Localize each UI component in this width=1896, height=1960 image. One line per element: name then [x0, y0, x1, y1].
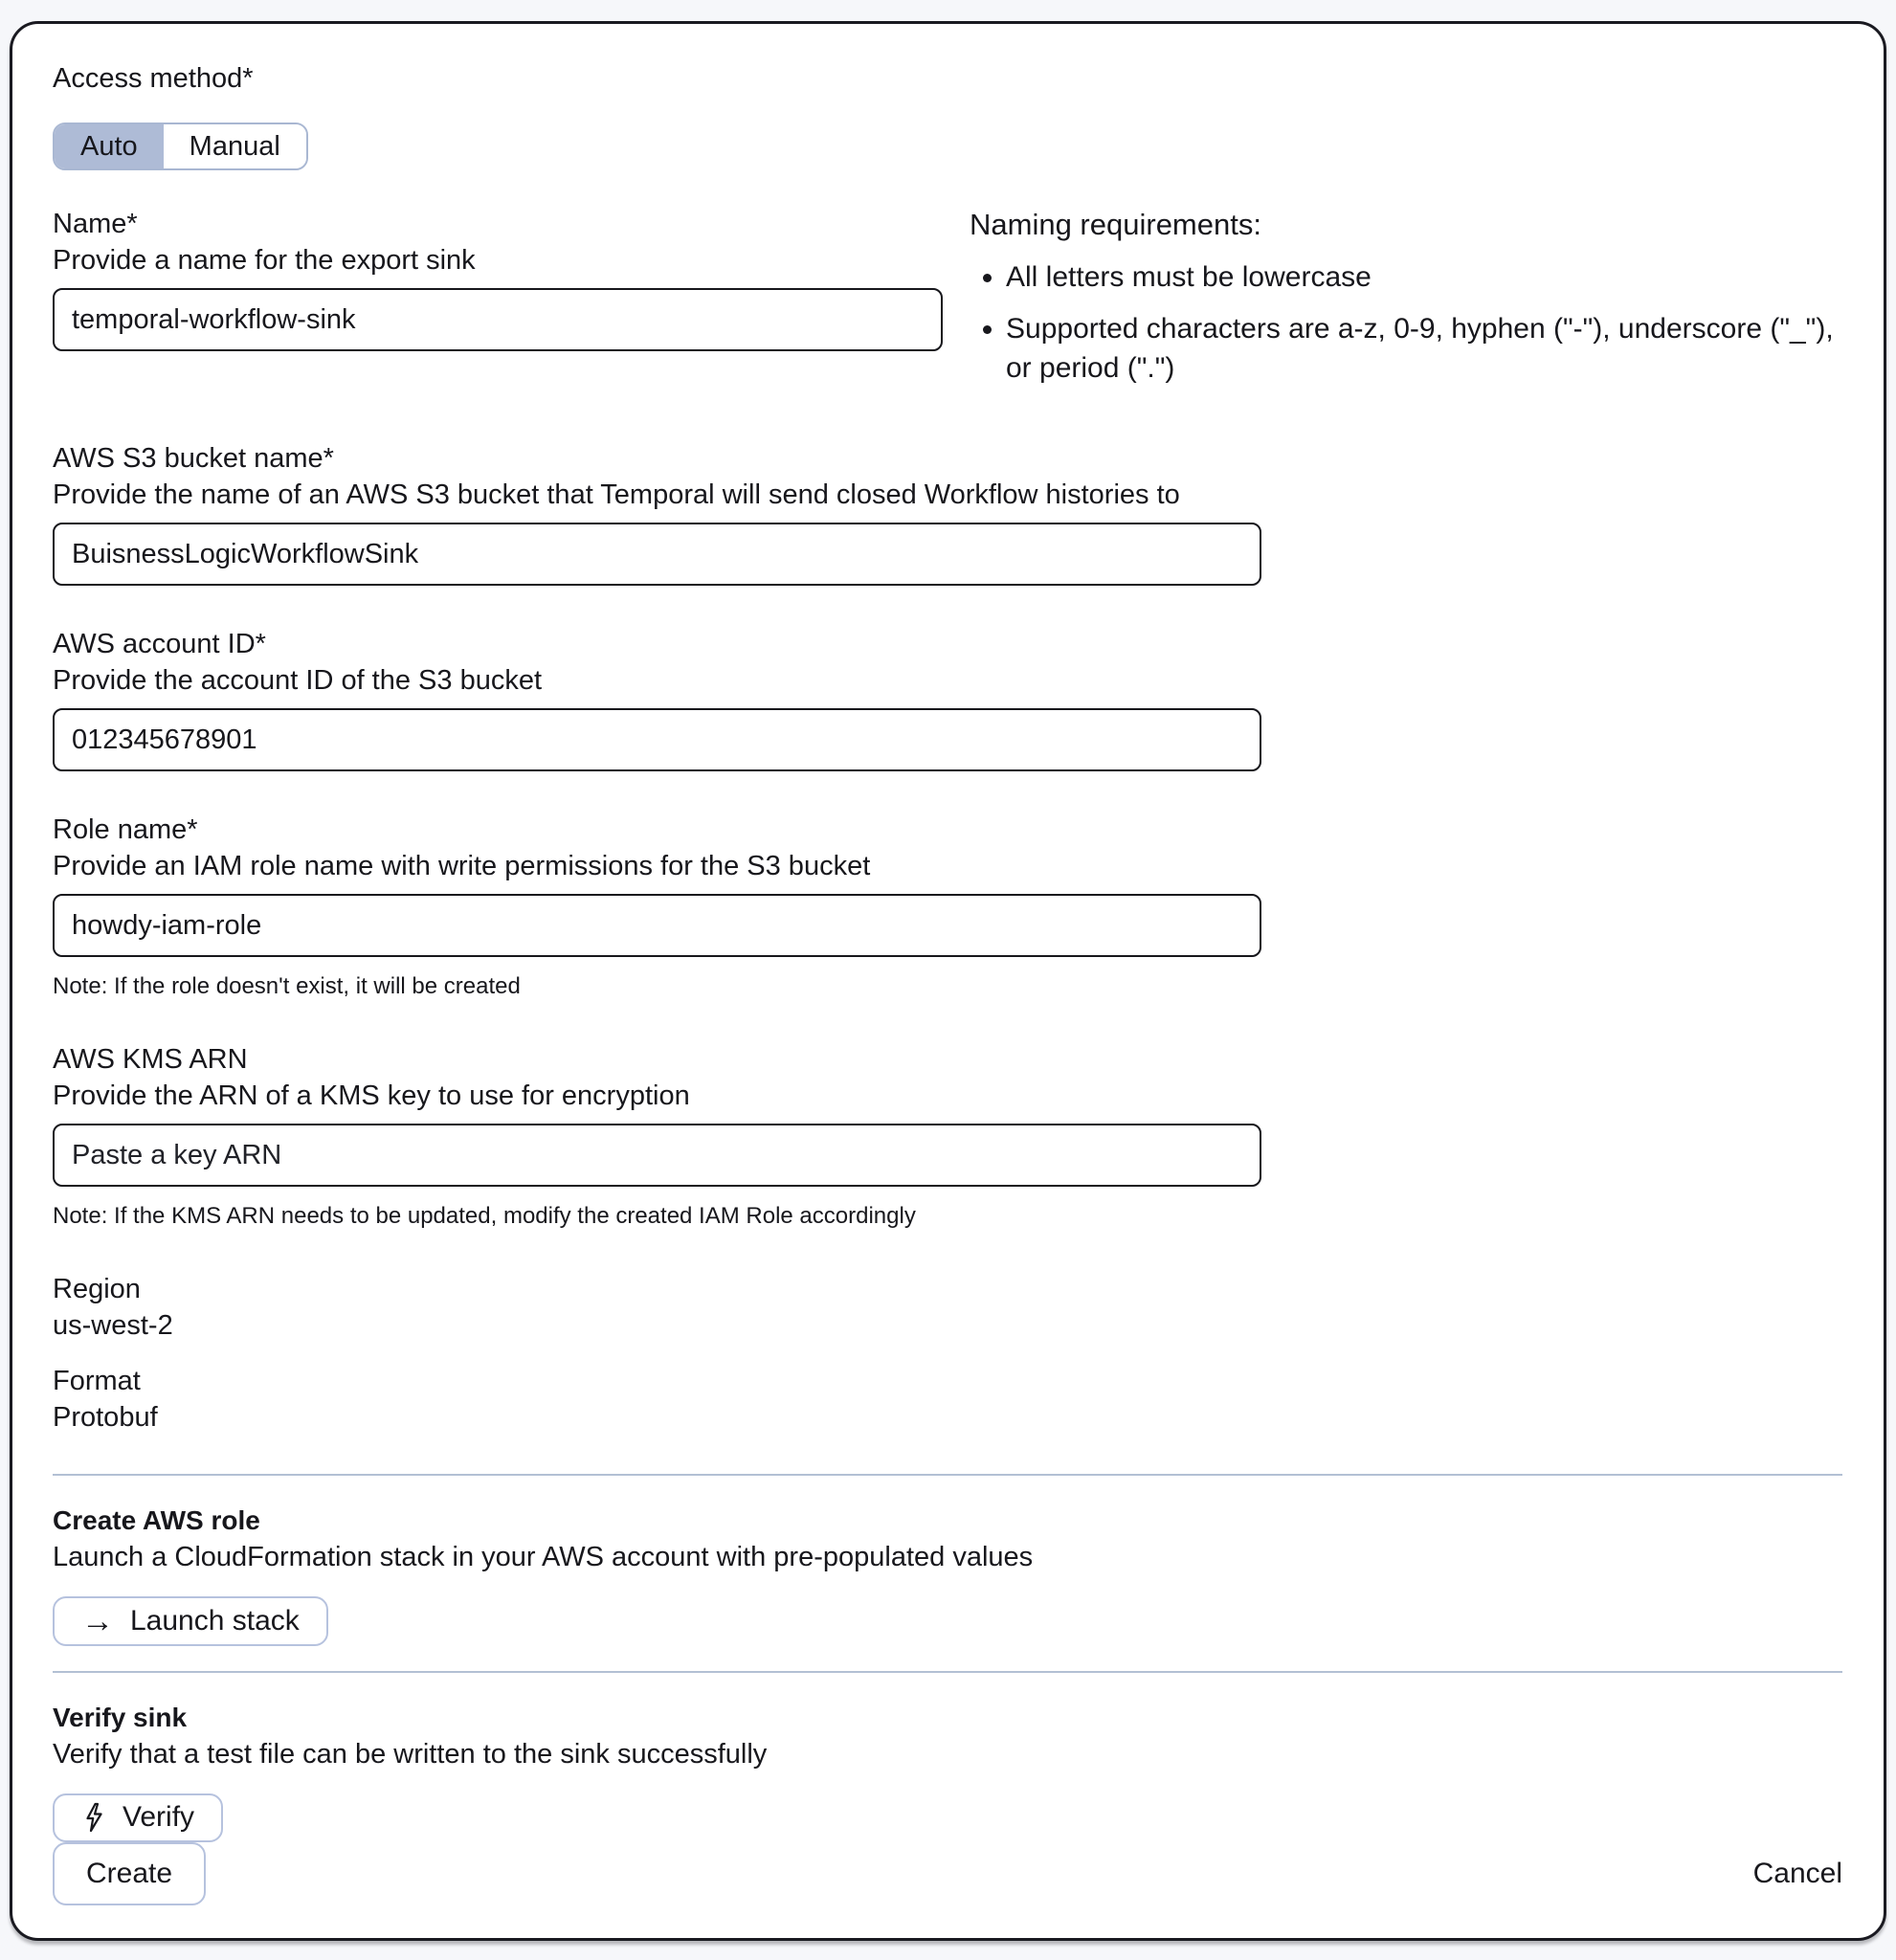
kms-description: Provide the ARN of a KMS key to use for encryption — [53, 1080, 690, 1112]
form-footer — [53, 1842, 1842, 1913]
lightning-icon — [81, 1802, 106, 1833]
section-divider — [53, 1671, 1842, 1673]
launch-stack-button-label: Launch stack — [130, 1605, 300, 1637]
kms-label: AWS KMS ARN — [53, 1044, 248, 1076]
naming-requirement-item: • Supported characters are a-z, 0-9, hyphen ("-"), underscore ("_"), or period (".") — [1006, 309, 1837, 388]
section-divider — [53, 1474, 1842, 1476]
naming-requirements — [970, 206, 1837, 400]
kms-note: Note: If the KMS ARN needs to be updated, modify the created IAM Role accordingly — [53, 1203, 916, 1230]
role-input[interactable] — [53, 894, 1261, 957]
create-button[interactable]: Create — [53, 1842, 206, 1905]
format-value: Protobuf — [53, 1402, 158, 1434]
create-role-description: Launch a CloudFormation stack in your AWS account with pre-populated values — [53, 1542, 1034, 1573]
bucket-description: Provide the name of an AWS S3 bucket that Temporal will send closed Workflow histories to — [53, 479, 1180, 511]
name-and-requirements-row — [53, 206, 1842, 400]
account-input[interactable] — [53, 708, 1261, 771]
role-note: Note: If the role doesn't exist, it will be created — [53, 973, 521, 1000]
region-label: Region — [53, 1274, 141, 1305]
launch-stack-button[interactable] — [53, 1596, 328, 1645]
name-field-group — [53, 206, 943, 351]
bucket-label: AWS S3 bucket name* — [53, 443, 334, 475]
verify-sink-title: Verify sink — [53, 1702, 188, 1732]
account-field-group — [53, 626, 1842, 771]
naming-requirement-item: • All letters must be lowercase — [1006, 257, 1837, 297]
access-method-option-manual[interactable]: Manual — [164, 124, 306, 168]
account-label: AWS account ID* — [53, 629, 266, 660]
verify-button[interactable] — [53, 1793, 223, 1842]
name-description: Provide a name for the export sink — [53, 245, 476, 277]
naming-requirements-title: Naming requirements: — [970, 208, 1261, 242]
access-method-option-auto[interactable]: Auto — [55, 124, 164, 168]
bucket-field-group — [53, 440, 1842, 586]
verify-button-label: Verify — [123, 1801, 195, 1834]
naming-requirements-list — [970, 257, 1837, 388]
name-label: Name* — [53, 209, 138, 240]
region-value: us-west-2 — [53, 1310, 173, 1342]
name-input[interactable] — [53, 288, 943, 351]
kms-field-group — [53, 1041, 1842, 1231]
format-readonly — [53, 1363, 1842, 1436]
role-description: Provide an IAM role name with write permissions for the S3 bucket — [53, 851, 871, 882]
role-label: Role name* — [53, 814, 198, 846]
export-sink-form-card — [10, 21, 1886, 1941]
bucket-input[interactable] — [53, 523, 1261, 586]
format-label: Format — [53, 1366, 141, 1397]
access-method-toggle — [53, 122, 308, 170]
region-readonly — [53, 1271, 1842, 1344]
kms-input[interactable] — [53, 1124, 1261, 1187]
arrow-right-icon: → — [81, 1603, 114, 1640]
verify-sink-description: Verify that a test file can be written to the sink successfully — [53, 1738, 768, 1770]
role-field-group — [53, 812, 1842, 1001]
account-description: Provide the account ID of the S3 bucket — [53, 665, 543, 697]
create-role-title: Create AWS role — [53, 1505, 260, 1536]
cancel-link[interactable]: Cancel — [1752, 1858, 1842, 1890]
access-method-label: Access method* — [53, 63, 254, 94]
